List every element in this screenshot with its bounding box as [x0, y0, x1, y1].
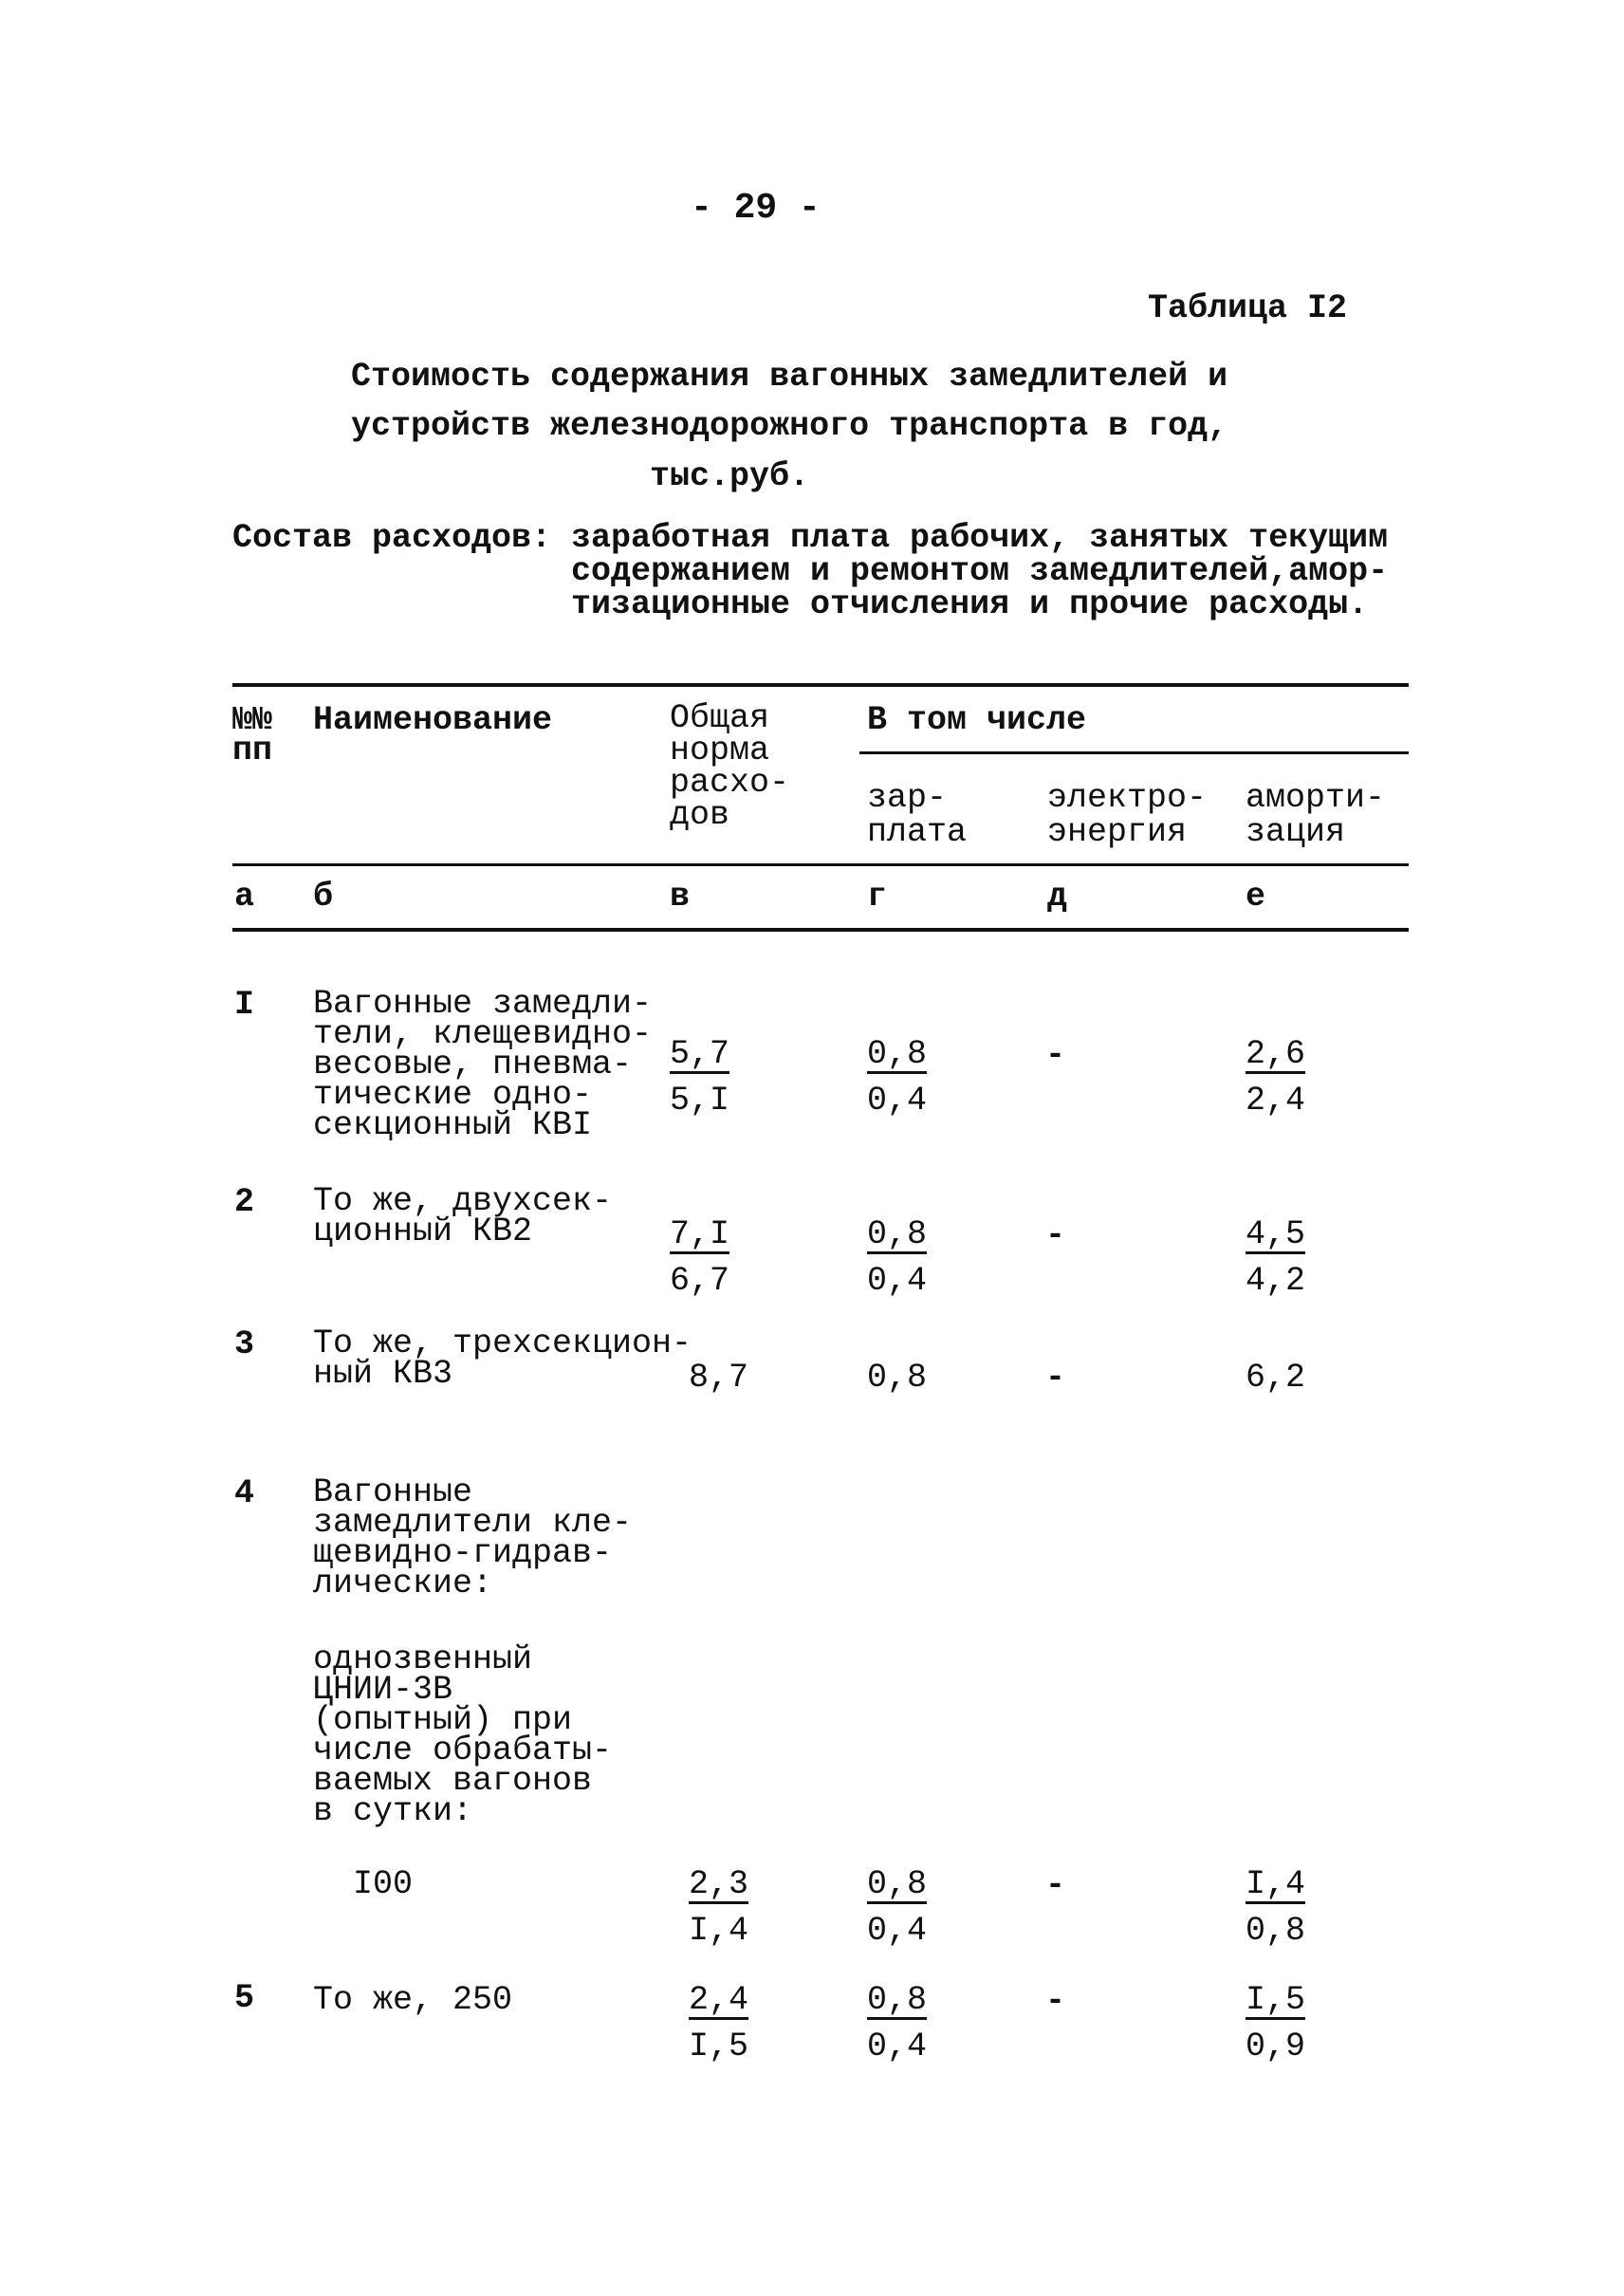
header-power: электро- энергия — [1047, 779, 1208, 851]
row1-amort: $\frac{2,6}{2,4}$ — [1246, 1035, 1306, 1120]
row4-count: I00 — [353, 1865, 414, 1903]
row3-total: 8,7 — [689, 1359, 749, 1397]
letter-d: д — [1047, 878, 1068, 916]
header-num-2: пп — [232, 731, 273, 769]
letter-b: б — [313, 878, 334, 916]
expenses-label: Состав расходов: — [232, 519, 552, 557]
expenses-line-1: заработная плата рабочих, занятых текущим — [571, 519, 1389, 557]
row5-total: $\frac{2,4}{I,5}$ — [689, 1981, 749, 2065]
row2-name: То же, двухсек- ционный КВ2 — [313, 1182, 613, 1250]
row4-amort: $\frac{I,4}{0,8}$ — [1246, 1865, 1306, 1950]
letter-g: г — [867, 878, 888, 916]
expenses-line-2: содержанием и ремонтом замедлителей,амор- — [571, 552, 1389, 590]
row2-power: - — [1045, 1216, 1066, 1254]
row4-wage: $\frac{0,8}{0,4}$ — [867, 1865, 928, 1950]
row2-wage: $\frac{0,8}{0,4}$ — [867, 1215, 928, 1300]
title-line-3: тыс.руб. — [650, 457, 810, 495]
header-wage: зар- плата — [867, 779, 968, 851]
row4-subname: однозвенный ЦНИИ-3В (опытный) при числе обрабаты- ваемых вагонов в сутки: — [313, 1640, 613, 1830]
row5-num: 5 — [234, 1979, 255, 2017]
row1-name: Вагонные замедли- тели, клещевидно- весовые, пневма- тические одно- секционный КВI — [313, 985, 653, 1144]
row5-wage: $\frac{0,8}{0,4}$ — [867, 1981, 928, 2065]
row4-name: Вагонные замедлители кле- щевидно-гидрав- лические: — [313, 1473, 633, 1602]
row3-num: 3 — [234, 1325, 255, 1363]
header-name: Наименование — [313, 701, 553, 739]
incl-rule — [859, 751, 1409, 754]
letters-bottom-rule — [232, 928, 1409, 932]
row3-wage: 0,8 — [867, 1359, 928, 1397]
row2-num: 2 — [234, 1183, 255, 1221]
header-num-1: №№ — [232, 701, 273, 739]
row1-wage: $\frac{0,8}{0,4}$ — [867, 1035, 928, 1120]
letter-e: е — [1246, 878, 1266, 916]
row5-name: То же, 250 — [313, 1981, 513, 2019]
row5-power: - — [1045, 1982, 1066, 2020]
title-line-1: Стоимость содержания вагонных замедлителей и — [351, 358, 1228, 396]
row3-name: То же, трехсекцион- ный КВ3 — [313, 1324, 692, 1393]
expenses-line-3: тизационные отчисления и прочие расходы. — [571, 585, 1369, 623]
row1-power: - — [1045, 1036, 1066, 1074]
row4-num: 4 — [234, 1474, 255, 1512]
table-top-rule — [232, 683, 1409, 687]
row1-total: $\frac{5,7}{5,I}$ — [670, 1035, 730, 1120]
row4-power: - — [1045, 1866, 1066, 1904]
letter-a: а — [234, 878, 255, 916]
header-total: Общая норма расхо- дов — [670, 699, 790, 834]
letter-v: в — [670, 878, 691, 916]
title-line-2: устройств железнодорожного транспорта в год, — [351, 407, 1228, 445]
row3-amort: 6,2 — [1246, 1359, 1306, 1397]
row5-amort: $\frac{I,5}{0,9}$ — [1246, 1981, 1306, 2065]
page-number: - 29 - — [691, 188, 821, 229]
row2-amort: $\frac{4,5}{4,2}$ — [1246, 1215, 1306, 1300]
row4-total: $\frac{2,3}{I,4}$ — [689, 1865, 749, 1950]
row2-total: $\frac{7,I}{6,7}$ — [670, 1215, 730, 1300]
header-bottom-rule — [232, 863, 1409, 866]
table-label: Таблица I2 — [1148, 289, 1348, 327]
header-incl: В том числе — [867, 701, 1087, 739]
row3-power: - — [1045, 1359, 1066, 1397]
row1-num: I — [234, 986, 255, 1024]
header-amort: аморти- зация — [1246, 779, 1386, 851]
